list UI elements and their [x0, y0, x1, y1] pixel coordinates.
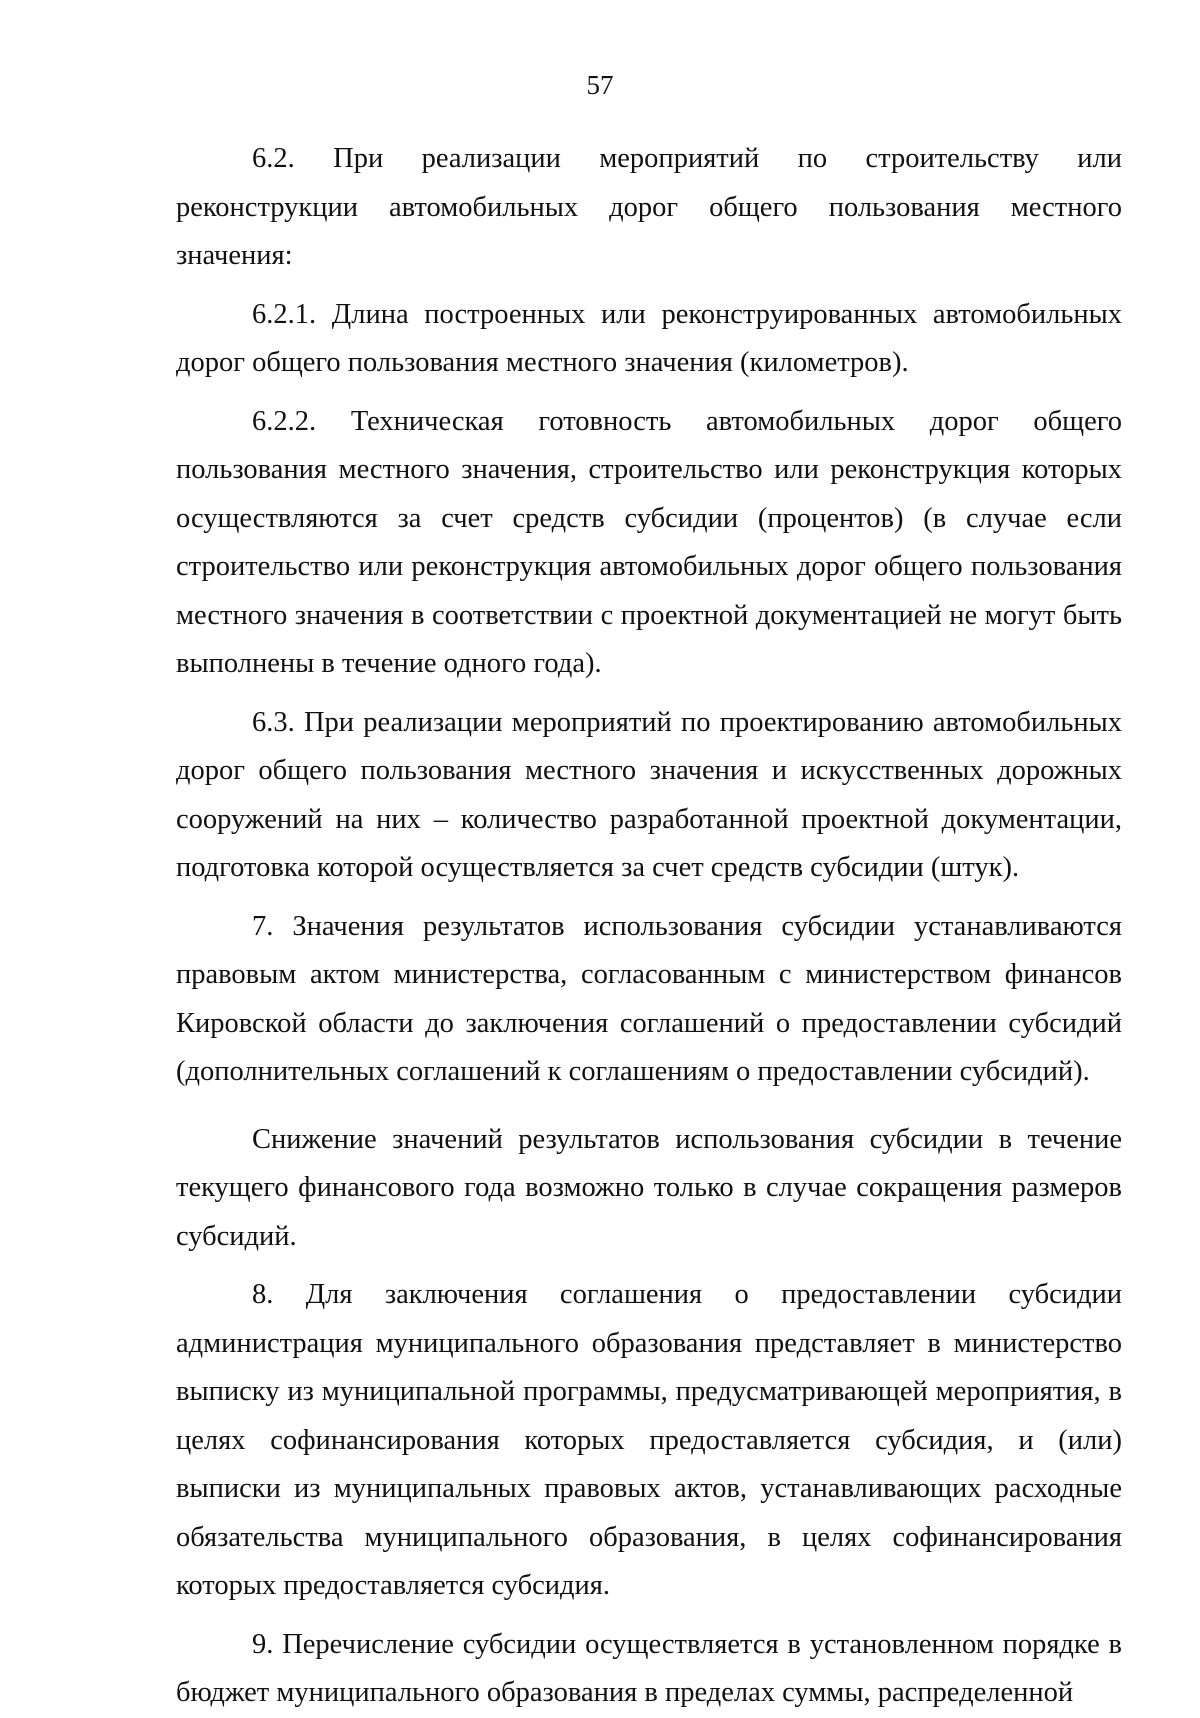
paragraph-6-2-1: 6.2.1. Длина построенных или реконструированных автомобильных дорог общего пользования местного значения (километров).	[176, 298, 1122, 378]
document-body	[176, 135, 1122, 1718]
paragraph-6-2-2: 6.2.2. Техническая готовность автомобильных дорог общего пользования местного значения, строительство или реконструкция которых осуществляются за счет средств субсидии (процентов) (в случае если строительство или реконструкция автомобильных дорог общего пользования местного значения в соответствии с проектной документацией не могут быть выполнены в течение одного года).	[176, 405, 1122, 679]
page-number: 57	[586, 70, 614, 100]
paragraph-7-reduction: Снижение значений результатов использования субсидии в течение текущего финансового года возможно только в случае сокращения размеров субсидий.	[176, 1123, 1122, 1252]
paragraph-8: 8. Для заключения соглашения о предоставлении субсидии администрация муниципального образования представляет в министерство выписку из муниципальной программы, предусматривающей мероприятия, в целях софинансирования которых предоставляется субсидия, и (или) выписки из муниципальных правовых актов, устанавливающих расходные обязательства муниципального образования, в целях софинансирования которых предоставляется субсидия.	[176, 1279, 1122, 1601]
paragraph-6-2: 6.2. При реализации мероприятий по строительству или реконструкции автомобильных дорог общего пользования местного значения:	[176, 143, 1122, 271]
paragraph-9: 9. Перечисление субсидии осуществляется в установленном порядке в бюджет муниципального образования в пределах суммы, распределенной	[176, 1628, 1122, 1708]
paragraph-7: 7. Значения результатов использования субсидии устанавливаются правовым актом министерства, согласованным с министерством финансов Кировской области до заключения соглашений о предоставлении субсидий (дополнительных соглашений к соглашениям о предоставлении субсидий).	[176, 910, 1122, 1087]
paragraph-6-3: 6.3. При реализации мероприятий по проектированию автомобильных дорог общего пользования местного значения и искусственных дорожных сооружений на них – количество разработанной проектной документации, подготовка которой осуществляется за счет средств субсидии (штук).	[176, 706, 1122, 883]
